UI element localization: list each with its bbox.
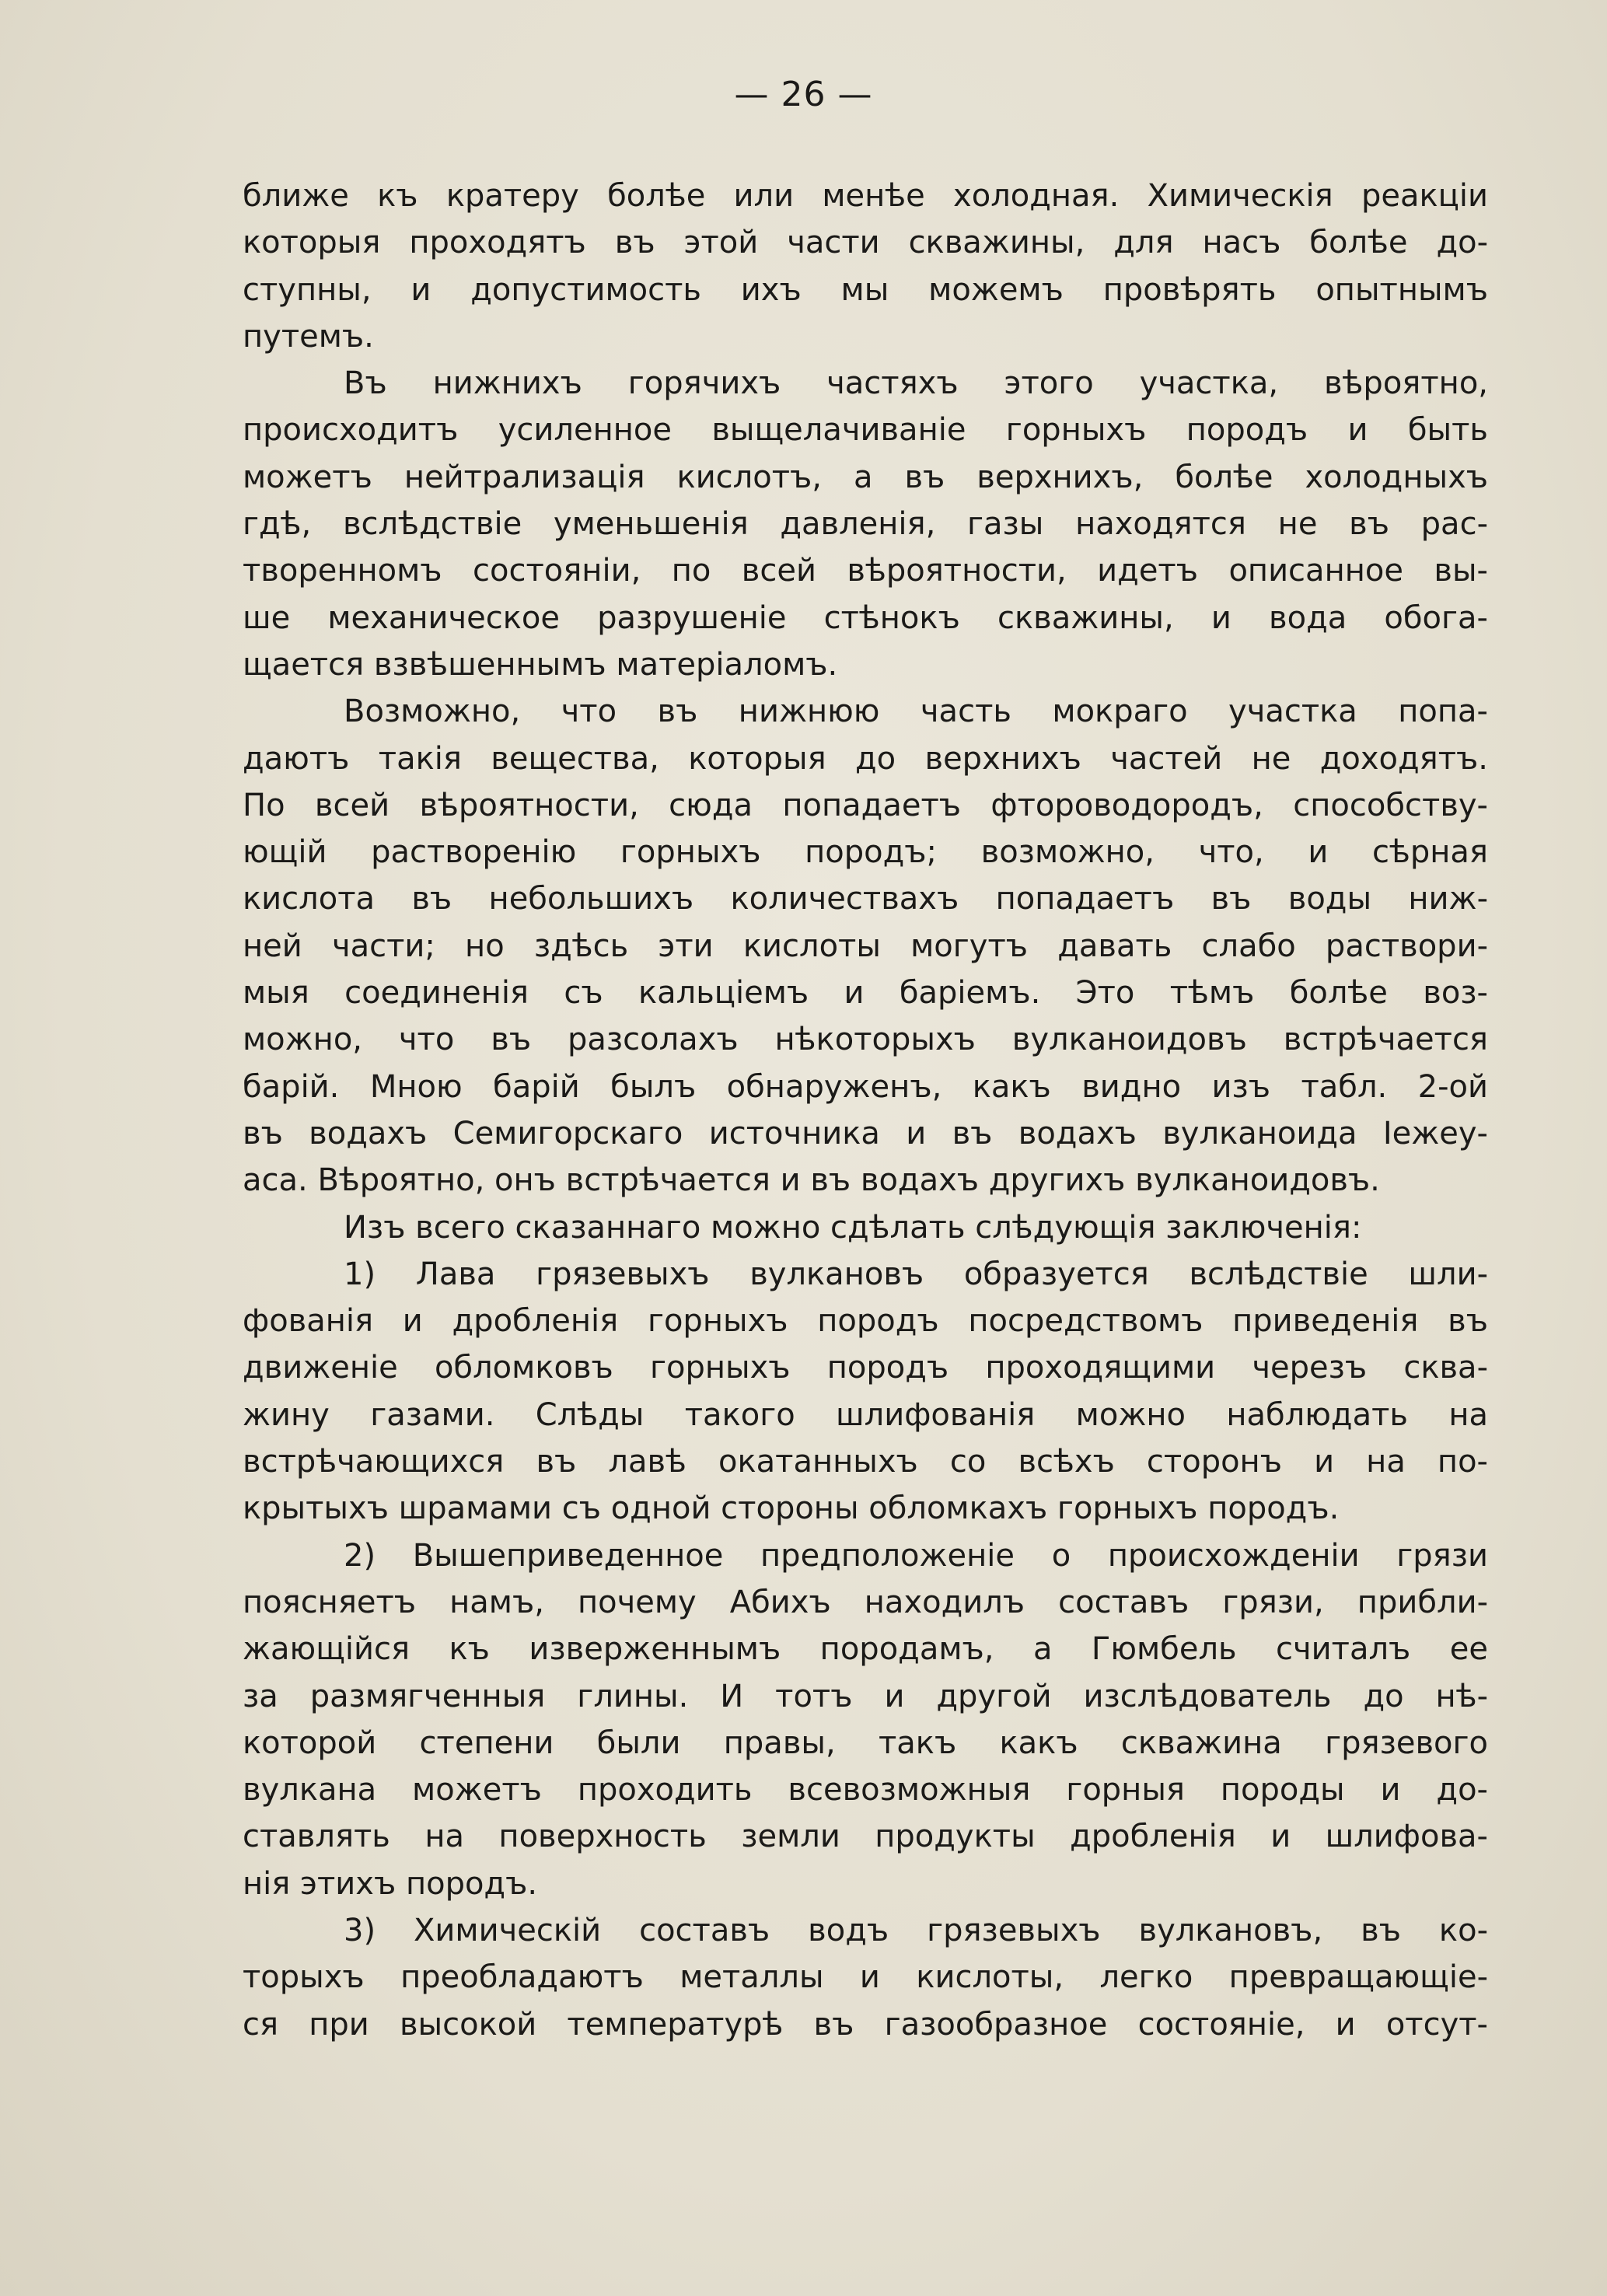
- text-line: движеніе обломковъ горныхъ породъ проходящими черезъ сква-: [243, 1350, 1488, 1386]
- text-line: можетъ нейтрализація кислотъ, а въ верхнихъ, болѣе холодныхъ: [243, 459, 1488, 495]
- page-number: — 26 —: [734, 75, 873, 114]
- text-line: ся при высокой температурѣ въ газообразное состояніе, и отсут-: [243, 2006, 1488, 2043]
- text-line: гдѣ, вслѣдствіе уменьшенія давленія, газы находятся не въ рас-: [243, 506, 1488, 543]
- text-line: кислота въ небольшихъ количествахъ попадаетъ въ воды ниж-: [243, 881, 1488, 917]
- text-line: нія этихъ породъ.: [243, 1865, 538, 1902]
- text-line: ней части; но здѣсь эти кислоты могутъ давать слабо раствори-: [243, 928, 1488, 964]
- text-line: щается взвѣшеннымъ матеріаломъ.: [243, 646, 838, 683]
- text-line: жающійся къ изверженнымъ породамъ, а Гюмбель считалъ ее: [243, 1631, 1488, 1668]
- text-line: которыя проходятъ въ этой части скважины, для насъ болѣе до-: [243, 225, 1488, 261]
- text-line: ступны, и допустимость ихъ мы можемъ провѣрять опытнымъ: [243, 271, 1488, 308]
- paragraph-conclusions-intro: [243, 1204, 1488, 1251]
- text-line: 3) Химическій составъ водъ грязевыхъ вулкановъ, въ ко-: [344, 1912, 1488, 1948]
- text-line: Изъ всего сказаннаго можно сдѣлать слѣдующія заключенія:: [344, 1209, 1362, 1246]
- text-line: ставлять на поверхность земли продукты дробленія и шлифова-: [243, 1819, 1488, 1855]
- text-line: путемъ.: [243, 318, 374, 355]
- text-line: поясняетъ намъ, почему Абихъ находилъ составъ грязи, прибли-: [243, 1584, 1488, 1620]
- text-line: 1) Лава грязевыхъ вулкановъ образуется вслѣдствіе шли-: [344, 1256, 1488, 1292]
- text-line: торыхъ преобладаютъ металлы и кислоты, легко превращающіе-: [243, 1959, 1488, 1996]
- text-line: можно, что въ разсолахъ нѣкоторыхъ вулканоидовъ встрѣчается: [243, 1022, 1488, 1058]
- conclusion-2: [243, 1532, 1488, 1907]
- text-line: творенномъ состояніи, по всей вѣроятности, идетъ описанное вы-: [243, 553, 1488, 589]
- paragraph-2: [243, 360, 1488, 688]
- text-line: фованія и дробленія горныхъ породъ посредствомъ приведенія въ: [243, 1303, 1488, 1340]
- text-line: Возможно, что въ нижнюю часть мокраго участка попа-: [344, 694, 1488, 730]
- text-line: ближе къ кратеру болѣе или менѣе холодная. Химическія реакціи: [243, 178, 1488, 214]
- text-line: 2) Вышеприведенное предположеніе о происхожденіи грязи: [344, 1537, 1488, 1574]
- body-text: [243, 173, 1488, 2048]
- text-line: въ водахъ Семигорскаго источника и въ водахъ вулканоида Іежеу-: [243, 1115, 1488, 1151]
- text-line: мыя соединенія съ кальціемъ и баріемъ. Это тѣмъ болѣе воз-: [243, 975, 1488, 1012]
- text-line: Въ нижнихъ горячихъ частяхъ этого участка, вѣроятно,: [344, 365, 1488, 402]
- text-line: которой степени были правы, такъ какъ скважина грязевого: [243, 1725, 1488, 1761]
- conclusion-1: [243, 1251, 1488, 1532]
- text-line: ше механическое разрушеніе стѣнокъ скважины, и вода обога-: [243, 599, 1488, 636]
- text-line: жину газами. Слѣды такого шлифованія можно наблюдать на: [243, 1396, 1488, 1433]
- text-line: за размягченныя глины. И тотъ и другой изслѣдователь до нѣ-: [243, 1678, 1488, 1714]
- text-line: крытыхъ шрамами съ одной стороны обломкахъ горныхъ породъ.: [243, 1490, 1340, 1527]
- conclusion-3: [243, 1907, 1488, 2048]
- paragraph-3: [243, 688, 1488, 1204]
- text-line: даютъ такія вещества, которыя до верхнихъ частей не доходятъ.: [243, 740, 1488, 777]
- text-line: барій. Мною барій былъ обнаруженъ, какъ видно изъ табл. 2-ой: [243, 1068, 1488, 1105]
- text-line: ющій растворенію горныхъ породъ; возможно, что, и сѣрная: [243, 834, 1488, 871]
- text-line: происходитъ усиленное выщелачиванiе горныхъ породъ и быть: [243, 412, 1488, 449]
- text-line: встрѣчающихся въ лавѣ окатанныхъ со всѣхъ сторонъ и на по-: [243, 1444, 1488, 1480]
- text-line: вулкана можетъ проходить всевозможныя горныя породы и до-: [243, 1772, 1488, 1808]
- paragraph-1: [243, 173, 1488, 360]
- text-line: По всей вѣроятности, сюда попадаетъ фтороводородъ, способству-: [243, 787, 1488, 823]
- text-line: аса. Вѣроятно, онъ встрѣчается и въ водахъ другихъ вулканоидовъ.: [243, 1162, 1380, 1199]
